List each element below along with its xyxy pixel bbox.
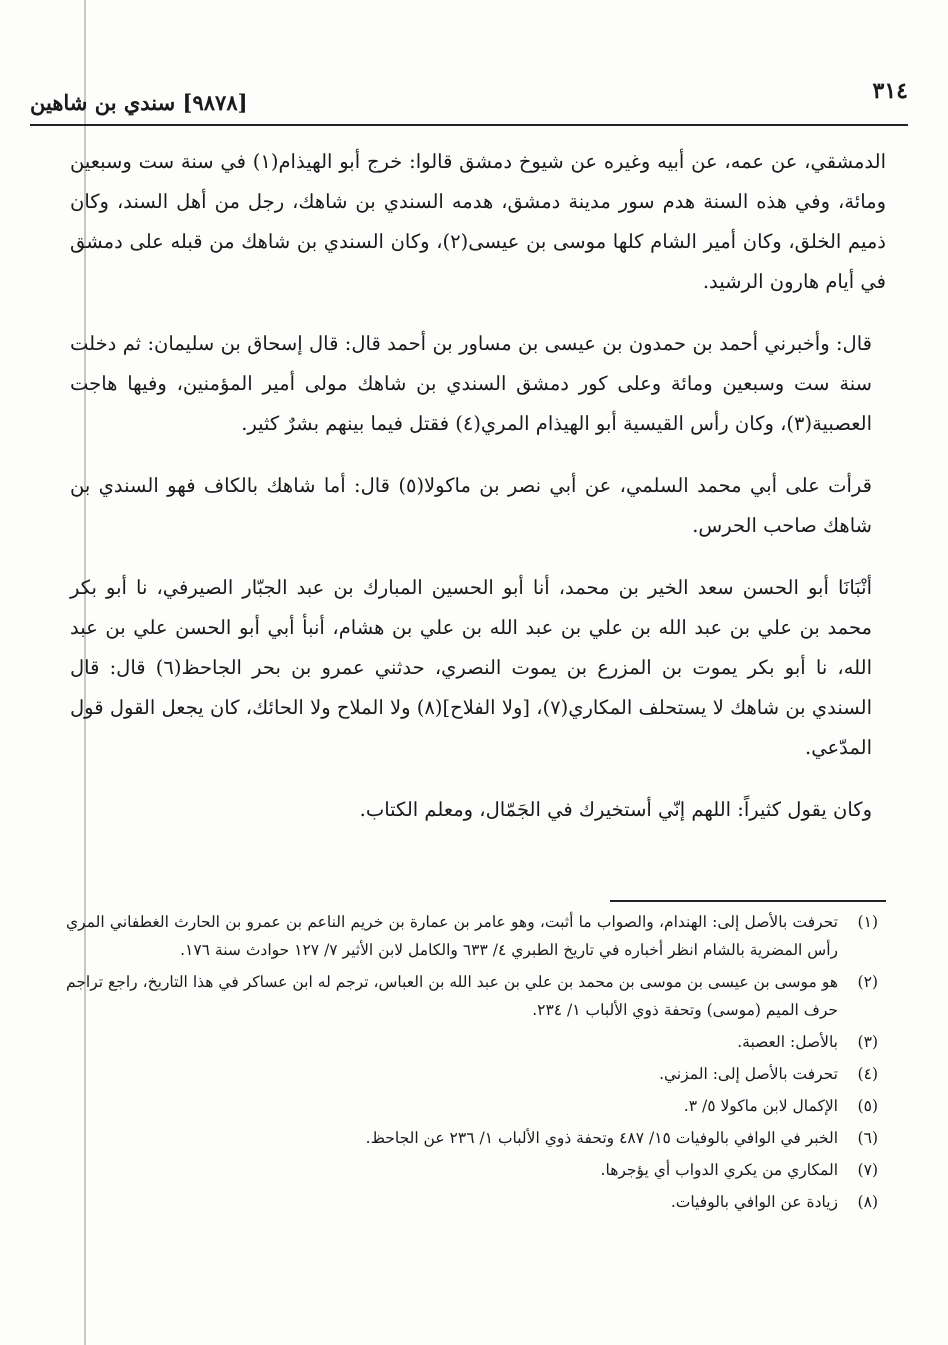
footnote-text: الإكمال لابن ماكولا ٥/ ٣.	[683, 1097, 838, 1115]
footnote-text: تحرفت بالأصل إلى: الهندام، والصواب ما أثبت، وهو عامر بن عمارة بن خريم الناعم بن عمرو بن الحارث الغطفاني المري رأس المضرية بالشام انظر أخباره في تاريخ الطبري ٤/ ٦٣٣ والكامل لابن الأثير ٧/ ١٢٧ حوادث سنة ١٧٦.	[66, 913, 838, 959]
running-head: [٩٨٧٨] سندي بن شاهين	[30, 90, 248, 115]
page-number: ٣١٤	[872, 78, 908, 104]
footnote	[66, 1156, 878, 1184]
footnote	[66, 1028, 878, 1056]
paragraph-2: قال: وأخبرني أحمد بن حمدون بن عيسى بن مساور بن أحمد قال: قال إسحاق بن سليمان: ثم دخلت سنة ست وسبعين ومائة وعلى كور دمشق السندي بن شاهك مولى أمير المؤمنين، وفيها هاجت العصبية(٣)، وكان رأس القيسية أبو الهيذام المري(٤) فقتل فيما بينهم بشرٌ كثير.	[70, 332, 872, 435]
footnote	[66, 1092, 878, 1120]
footnote	[66, 908, 878, 964]
footnote-text: زيادة عن الوافي بالوفيات.	[670, 1193, 838, 1211]
footnote-number: (٦)	[857, 1129, 878, 1147]
footnote-number: (٧)	[857, 1161, 878, 1179]
footnote-rule	[610, 900, 886, 902]
footnote-text: الخبر في الوافي بالوفيات ١٥/ ٤٨٧ وتحفة ذوي الألباب ١/ ٢٣٦ عن الجاحظ.	[365, 1129, 838, 1147]
footnote-text: بالأصل: العصبة.	[737, 1033, 838, 1051]
paragraph-5: وكان يقول كثيراً: اللهم إنّي أستخيرك في الجَمّال، ومعلم الكتاب.	[359, 798, 872, 821]
footnote-text: المكاري من يكري الدواب أي يؤجرها.	[600, 1161, 838, 1179]
footnote	[66, 1060, 878, 1088]
footnote-number: (٥)	[857, 1097, 878, 1115]
footnote	[66, 968, 878, 1024]
paragraph-1: الدمشقي، عن عمه، عن أبيه وغيره عن شيوخ دمشق قالوا: خرج أبو الهيذام(١) في سنة ست وسبعين ومائة، وفي هذه السنة هدم سور مدينة دمشق، هدمه السندي بن شاهك، رجل من أهل السند، وكان ذميم الخلق، وكان أمير الشام كلها موسى بن عيسى(٢)، وكان السندي بن شاهك من قبله على دمشق في أيام هارون الرشيد.	[70, 150, 886, 293]
footnote-number: (١)	[857, 913, 878, 931]
footnote	[66, 1188, 878, 1216]
paragraph-3: قرأت على أبي محمد السلمي، عن أبي نصر بن ماكولا(٥) قال: أما شاهك بالكاف فهو السندي بن شاهك صاحب الحرس.	[70, 474, 872, 537]
footnote-number: (٨)	[857, 1193, 878, 1211]
footnote-text: تحرفت بالأصل إلى: المزني.	[659, 1065, 838, 1083]
main-text	[70, 142, 886, 852]
footnote-number: (٢)	[857, 973, 878, 991]
footnote	[66, 1124, 878, 1152]
footnote-number: (٣)	[857, 1033, 878, 1051]
footnote-number: (٤)	[857, 1065, 878, 1083]
footnote-text: هو موسى بن عيسى بن موسى بن محمد بن علي بن عبد الله بن العباس، ترجم له ابن عساكر في هذا التاريخ، راجع تراجم حرف الميم (موسى) وتحفة ذوي الألباب ١/ ٢٣٤.	[66, 973, 838, 1019]
paragraph-4: أنْبَانَا أبو الحسن سعد الخير بن محمد، أنا أبو الحسين المبارك بن عبد الجبّار الصيرفي، نا أبو بكر محمد بن علي بن عبد الله بن علي بن عبد الله بن علي بن هشام، أنبأ أبي أبو الحسن علي بن عبد الله، نا أبو بكر يموت بن المزرع بن يموت النصري، حدثني عمرو بن بحر الجاحظ(٦) قال: قال السندي بن شاهك لا يستحلف المكاري(٧)، [ولا الفلاح](٨) ولا الملاح ولا الحائك، كان يجعل القول قول المدّعي.	[70, 576, 873, 759]
page-header	[30, 78, 908, 122]
footnotes	[66, 908, 878, 1220]
header-rule	[30, 124, 908, 126]
